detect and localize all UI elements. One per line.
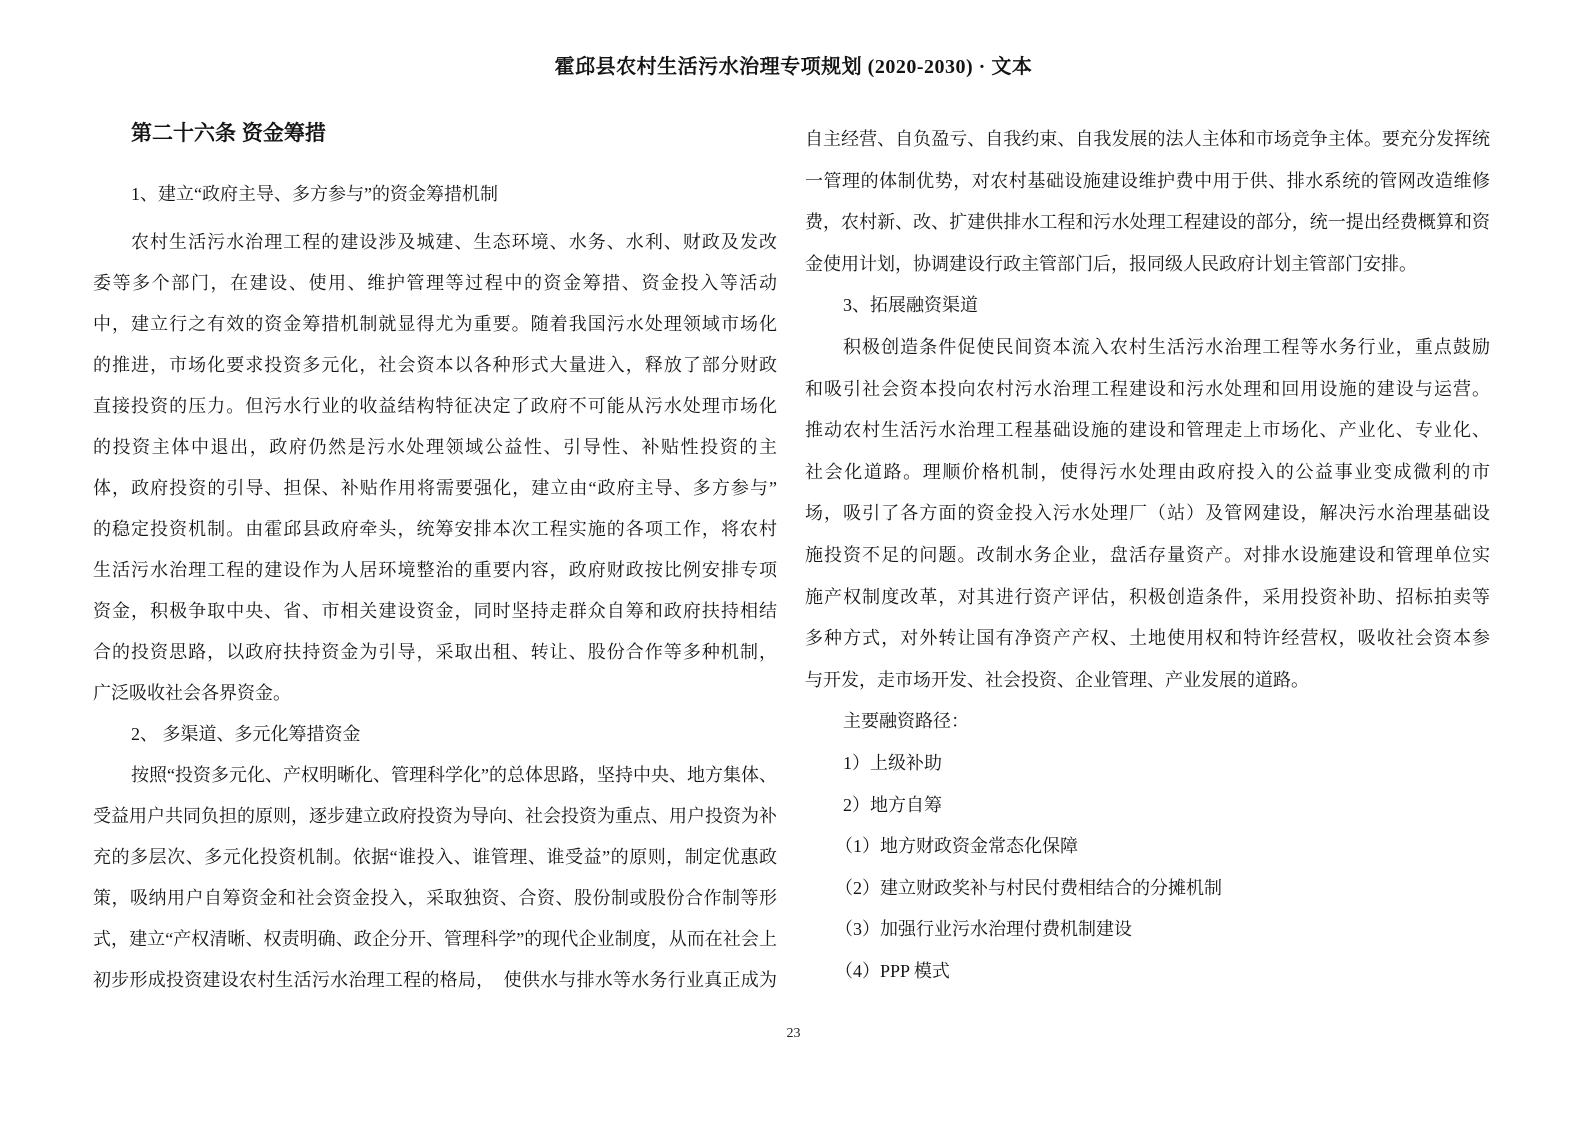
- paragraph-line: 生活污水治理工程的建设作为人居环境整治的重要内容，政府财政按比例安排专项: [93, 560, 777, 580]
- paragraph-line: 合的投资思路，以政府扶持资金为引导，采取出租、转让、股份合作等多种机制，: [93, 642, 777, 662]
- paragraph-line: 农村生活污水治理工程的建设涉及城建、生态环境、水务、水利、财政及发改: [131, 232, 777, 252]
- section-heading: 第二十六条 资金筹措: [131, 122, 326, 145]
- list-item-line: （3）加强行业污水治理付费机制建设: [835, 919, 1132, 940]
- list-item-line: 2）地方自筹: [843, 794, 942, 815]
- paragraph-line: 与开发，走市场开发、社会投资、企业管理、产业发展的道路。: [805, 669, 1309, 690]
- list-item-line: （2）建立财政奖补与村民付费相结合的分摊机制: [835, 877, 1222, 898]
- paragraph-line: 一管理的体制优势，对农村基础设施建设维护费中用于供、排水系统的管网改造维修: [805, 170, 1490, 191]
- paragraph-line: 积极创造条件促使民间资本流入农村生活污水治理工程等水务行业，重点鼓励: [843, 336, 1490, 357]
- paragraph-line: 策，吸纳用户自筹资金和社会资金投入，采取独资、合资、股份制或股份合作制等形: [93, 888, 777, 908]
- paragraph-line: 资金，积极争取中央、省、市相关建设资金，同时坚持走群众自筹和政府扶持相结: [93, 601, 777, 621]
- list-item-line: 1）上级补助: [843, 752, 942, 773]
- page-footer: [0, 1026, 1587, 1042]
- list-item-line: 3、拓展融资渠道: [843, 295, 978, 316]
- paragraph-line: 施产权制度改革，对其进行资产评估，积极创造条件，采用投资补助、招标拍卖等: [805, 586, 1490, 607]
- list-item-line: 2、 多渠道、多元化筹措资金: [131, 724, 361, 744]
- paragraph-line: 施投资不足的问题。改制水务企业，盘活存量资产。对排水设施建设和管理单位实: [805, 544, 1490, 565]
- paragraph-line: 的推进，市场化要求投资多元化，社会资本以各种形式大量进入，释放了部分财政: [93, 355, 777, 375]
- paragraph-line: 金使用计划，协调建设行政主管部门后，报同级人民政府计划主管部门安排。: [805, 253, 1417, 274]
- left-column: [93, 113, 777, 1001]
- list-item-line: 1、建立“政府主导、多方参与”的资金筹措机制: [131, 184, 498, 204]
- paragraph-line: 直接投资的压力。但污水行业的收益结构特征决定了政府不可能从污水处理市场化: [93, 396, 777, 416]
- paragraph-line: 体，政府投资的引导、担保、补贴作用将需要强化，建立由“政府主导、多方参与”: [93, 478, 777, 498]
- paragraph-line: 中，建立行之有效的资金筹措机制就显得尤为重要。随着我国污水处理领域市场化: [93, 314, 777, 334]
- paragraph-line: 的稳定投资机制。由霍邱县政府牵头，统筹安排本次工程实施的各项工作，将农村: [93, 519, 777, 539]
- list-item-line: （4）PPP 模式: [835, 960, 950, 981]
- list-item-line: （1）地方财政资金常态化保障: [835, 836, 1078, 857]
- paragraph-line: 充的多层次、多元化投资机制。依据“谁投入、谁管理、谁受益”的原则，制定优惠政: [93, 847, 777, 867]
- paragraph-line: 的投资主体中退出，政府仍然是污水处理领域公益性、引导性、补贴性投资的主: [93, 437, 777, 457]
- paragraph-line: 社会化道路。理顺价格机制，使得污水处理由政府投入的公益事业变成微利的市: [805, 461, 1490, 482]
- paragraph-line: 推动农村生活污水治理工程基础设施的建设和管理走上市场化、产业化、专业化、: [805, 420, 1490, 441]
- paragraph-line: 场，吸引了各方面的资金投入污水处理厂（站）及管网建设，解决污水治理基础设: [805, 503, 1490, 524]
- paragraph-line: 多种方式，对外转让国有净资产产权、土地使用权和特许经营权，吸收社会资本参: [805, 628, 1490, 649]
- page-number: 23: [786, 1026, 801, 1041]
- right-column: [805, 119, 1490, 992]
- paragraph-line: 式，建立“产权清晰、权责明确、政企分开、管理科学”的现代企业制度，从而在社会上: [93, 929, 777, 949]
- paragraph-line: 委等多个部门，在建设、使用、维护管理等过程中的资金筹措、资金投入等活动: [93, 273, 777, 293]
- paragraph-line: 初步形成投资建设农村生活污水治理工程的格局， 使供水与排水等水务行业真正成为: [93, 970, 777, 990]
- document-title: 霍邱县农村生活污水治理专项规划 (2020-2030) · 文本: [554, 56, 1033, 78]
- paragraph-line: 自主经营、自负盈亏、自我约束、自我发展的法人主体和市场竞争主体。要充分发挥统: [805, 129, 1490, 149]
- paragraph-line: 按照“投资多元化、产权明晰化、管理科学化”的总体思路，坚持中央、地方集体、: [131, 765, 777, 785]
- paragraph-line: 费，农村新、改、扩建供排水工程和污水处理工程建设的部分，统一提出经费概算和资: [805, 212, 1490, 233]
- paragraph-line: 广泛吸收社会各界资金。: [93, 683, 291, 703]
- paragraph-line: 受益用户共同负担的原则，逐步建立政府投资为导向、社会投资为重点、用户投资为补: [93, 806, 777, 826]
- page-header: [0, 50, 1587, 79]
- paragraph-line: 和吸引社会资本投向农村污水治理工程建设和污水处理和回用设施的建设与运营。: [805, 378, 1490, 399]
- list-item-line: 主要融资路径：: [843, 711, 969, 732]
